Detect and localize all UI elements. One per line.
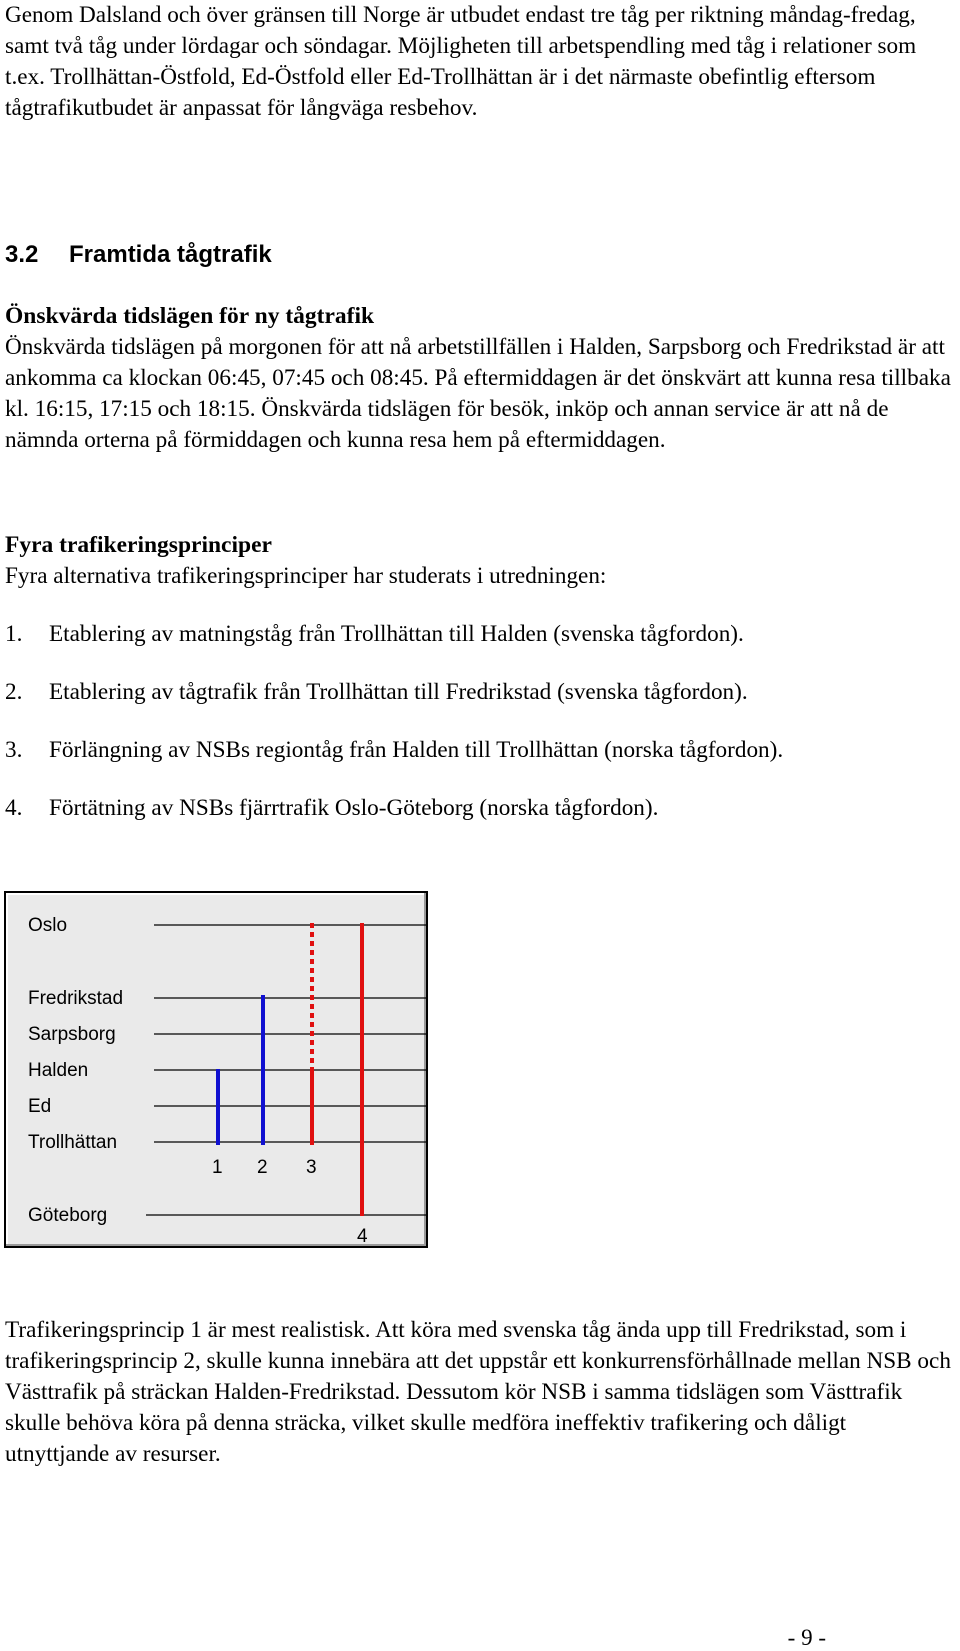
list-item-text: Etablering av tågtrafik från Trollhättan till Fredrikstad (svenska tågfordon). xyxy=(49,679,748,705)
principle-2-label: 2 xyxy=(257,1157,268,1178)
station-label-halden: Halden xyxy=(28,1060,89,1081)
station-label-trollhattan: Trollhättan xyxy=(28,1132,118,1153)
trafikeringsprinciper-diagram xyxy=(4,891,428,1248)
list-item-text: Förlängning av NSBs regiontåg från Halden till Trollhättan (norska tågfordon). xyxy=(49,737,784,763)
conclusion-paragraph: Trafikeringsprincip 1 är mest realistisk. Att köra med svenska tåg ända upp till Fredrikstad, som i trafikeringsprincip 2, skulle kunna innebära att det uppstår ett konkurrensförhållnade mellan NSB och Västtrafik på sträckan Halden-Fredrikstad. Dessutom kör NSB i samma tidslägen som Västtrafik skulle behöva köra på denna sträcka, vilket skulle medföra ineffektiv trafikering och dåligt utnyttjande av resurser. xyxy=(5,1317,951,1467)
principer-intro: Fyra alternativa trafikeringsprinciper har studerats i utredningen: xyxy=(5,563,607,589)
principle-4-label: 4 xyxy=(357,1226,368,1247)
list-item xyxy=(5,619,744,650)
list-item-number: 1. xyxy=(5,621,23,647)
station-label-fredrikstad: Fredrikstad xyxy=(28,988,124,1009)
list-item-number: 2. xyxy=(5,679,23,705)
station-label-sarpsborg: Sarpsborg xyxy=(28,1024,116,1045)
section-heading xyxy=(5,240,272,270)
list-item-text: Förtätning av NSBs fjärrtrafik Oslo-Göteborg (norska tågfordon). xyxy=(49,795,659,821)
intro-paragraph: Genom Dalsland och över gränsen till Norge är utbudet endast tre tåg per riktning måndag-fredag, samt två tåg under lördagar och söndagar. Möjligheten till arbetspendling med tåg i relationer som t.ex. Trollhättan-Östfold, Ed-Östfold eller Ed-Trollhättan är i det närmaste obefintlig eftersom tågtrafikutbudet är anpassat för långväga resbehov. xyxy=(5,2,917,121)
principle-3-label: 3 xyxy=(306,1157,317,1178)
diagram-svg xyxy=(6,893,430,1250)
subsection-heading-principer: Fyra trafikeringsprinciper xyxy=(5,532,272,558)
list-item xyxy=(5,677,748,708)
list-item-number: 3. xyxy=(5,737,23,763)
page-number: - 9 - xyxy=(787,1625,826,1650)
station-label-ed: Ed xyxy=(28,1096,52,1117)
list-item xyxy=(5,793,658,824)
principle-1-label: 1 xyxy=(212,1157,223,1178)
section-number: 3.2 xyxy=(5,241,39,268)
tidslagen-paragraph: Önskvärda tidslägen på morgonen för att nå arbetstillfällen i Halden, Sarpsborg och Fredrikstad är att ankomma ca klockan 06:45, 07:45 och 08:45. På eftermiddagen är det önskvärt att kunna resa tillbaka kl. 16:15, 17:15 och 18:15. Önskvärda tidslägen för besök, inköp och annan service är att nå de nämnda orterna på förmiddagen och kunna resa hem på eftermiddagen. xyxy=(5,334,951,453)
list-item xyxy=(5,735,783,766)
list-item-number: 4. xyxy=(5,795,23,821)
station-label-goteborg: Göteborg xyxy=(28,1205,108,1226)
subsection-heading-tidslagen: Önskvärda tidslägen för ny tågtrafik xyxy=(5,303,375,329)
list-item-text: Etablering av matningståg från Trollhättan till Halden (svenska tågfordon). xyxy=(49,621,744,647)
section-title: Framtida tågtrafik xyxy=(69,241,272,268)
station-label-oslo: Oslo xyxy=(28,915,68,936)
